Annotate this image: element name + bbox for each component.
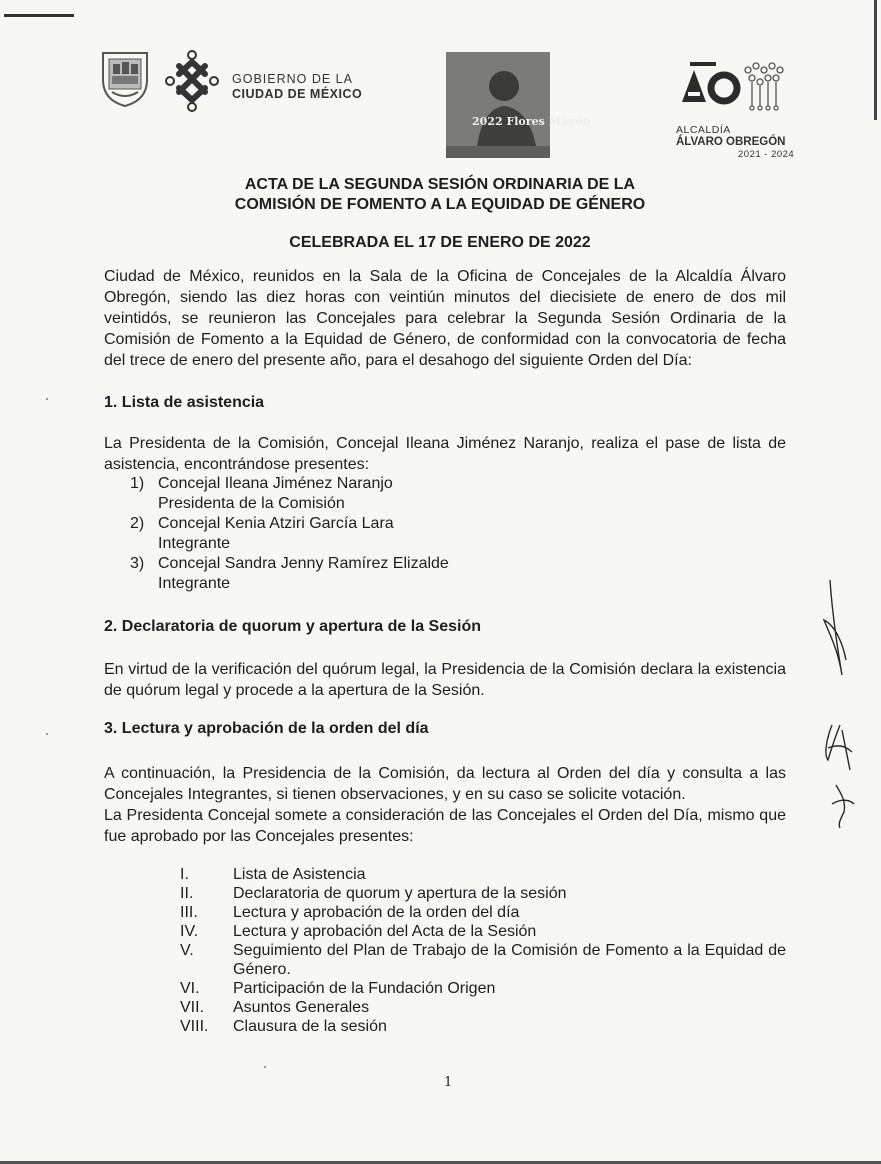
flores-magon-emblem (446, 52, 591, 158)
attendance-list (130, 474, 449, 594)
intro-paragraph: Ciudad de México, reunidos en la Sala de la Oficina de Concejales de la Alcaldía Álvaro Obregón, siendo las diez horas con veintiún minutos del diecisiete de enero de dos mil veintidós, se reunieron las Concejales para celebrar la Segunda Sesión Ordinaria de la Comisión de Fomento a la Equidad de Género, de conformidad con la convocatoria de fecha del trece de enero del presente año, para el desahogo del siguiente Orden del Día: (104, 268, 786, 369)
agenda-numeral: III. (180, 904, 198, 921)
document-title (100, 175, 780, 215)
cdmx-shield-logo (100, 50, 150, 113)
agenda-item (180, 865, 786, 884)
section-1-heading: 1. Lista de asistencia (104, 394, 265, 411)
title-line-2: COMISIÓN DE FOMENTO A LA EQUIDAD DE GÉNERO (234, 196, 646, 213)
agenda-text: Declaratoria de quorum y apertura de la sesión (233, 885, 567, 902)
agenda-list (180, 865, 786, 1036)
attendee-role: Presidenta de la Comisión (158, 495, 345, 512)
gov-line-1: GOBIERNO DE LA (232, 72, 353, 86)
attendee-number: 1) (130, 475, 145, 492)
agenda-text: Seguimiento del Plan de Trabajo de la Comisión de Fomento a la Equidad de Género. (233, 942, 786, 978)
gov-line-2: CIUDAD DE MÉXICO (232, 87, 363, 101)
cdmx-knot-logo (165, 50, 220, 117)
agenda-numeral: V. (180, 942, 194, 959)
page-number: 1 (444, 1075, 453, 1090)
margin-mark (264, 1066, 266, 1068)
agenda-item (180, 941, 786, 979)
government-name (232, 72, 362, 102)
alcaldia-logo (676, 58, 791, 127)
attendee-role: Integrante (158, 575, 231, 592)
attendee-role: Integrante (158, 535, 231, 552)
attendee-number: 3) (130, 555, 145, 572)
alcaldia-name (676, 124, 794, 160)
alcaldia-years: 2021 - 2024 (738, 149, 795, 160)
agenda-text: Lista de Asistencia (233, 866, 366, 883)
alcaldia-line-2: ÁLVARO OBREGÓN (676, 136, 786, 148)
agenda-text: Participación de la Fundación Origen (233, 980, 496, 997)
emblem-caption: 2022 Flores Magón (472, 115, 591, 128)
attendee-name: Concejal Ileana Jiménez Naranjo (158, 475, 393, 492)
attendee-name: Concejal Sandra Jenny Ramírez Elizalde (158, 555, 449, 572)
attendee-item (130, 554, 449, 594)
page-edge-shadow (874, 0, 877, 120)
agenda-numeral: VII. (180, 999, 205, 1016)
agenda-item (180, 884, 786, 903)
section-2-heading: 2. Declaratoria de quorum y apertura de la Sesión (104, 618, 482, 635)
attendee-name: Concejal Kenia Atziri García Lara (158, 515, 394, 532)
attendee-item (130, 474, 449, 514)
agenda-numeral: II. (180, 885, 194, 902)
agenda-numeral: IV. (180, 923, 199, 940)
agenda-item (180, 998, 786, 1017)
margin-mark (46, 398, 48, 400)
section-3-heading: 3. Lectura y aprobación de la orden del día (104, 720, 429, 737)
agenda-numeral: VIII. (180, 1018, 209, 1035)
attendee-item (130, 514, 449, 554)
section-1-text: La Presidenta de la Comisión, Concejal Ileana Jiménez Naranjo, realiza el pase de lista de asistencia, encontrándose presentes: (104, 435, 786, 473)
agenda-item (180, 979, 786, 998)
agenda-text: Clausura de la sesión (233, 1018, 387, 1035)
margin-mark (46, 733, 48, 735)
agenda-numeral: I. (180, 866, 189, 883)
session-date: CELEBRADA EL 17 DE ENERO DE 2022 (289, 234, 591, 251)
title-line-1: ACTA DE LA SEGUNDA SESIÓN ORDINARIA DE LA (244, 176, 636, 193)
agenda-text: Lectura y aprobación del Acta de la Sesión (233, 923, 537, 940)
agenda-item (180, 1017, 786, 1036)
agenda-text: Asuntos Generales (233, 999, 370, 1016)
scan-mark (4, 14, 74, 17)
agenda-text: Lectura y aprobación de la orden del día (233, 904, 520, 921)
section-3-text-1: A continuación, la Presidencia de la Comisión, da lectura al Orden del día y consulta a las Concejales Integrantes, si tienen observaciones, y en su caso se solicite votación. (104, 765, 786, 803)
handwritten-initials (812, 580, 872, 835)
agenda-numeral: VI. (180, 980, 200, 997)
alcaldia-line-1: ALCALDÍA (676, 124, 731, 136)
attendee-number: 2) (130, 515, 145, 532)
section-3-text-2: La Presidenta Concejal somete a consideración de las Concejales el Orden del Día, mismo que fue aprobado por las Concejales presentes: (104, 807, 786, 845)
section-2-text: En virtud de la verificación del quórum legal, la Presidencia de la Comisión declara la existencia de quórum legal y procede a la apertura de la Sesión. (104, 661, 786, 699)
agenda-item (180, 903, 786, 922)
agenda-item (180, 922, 786, 941)
